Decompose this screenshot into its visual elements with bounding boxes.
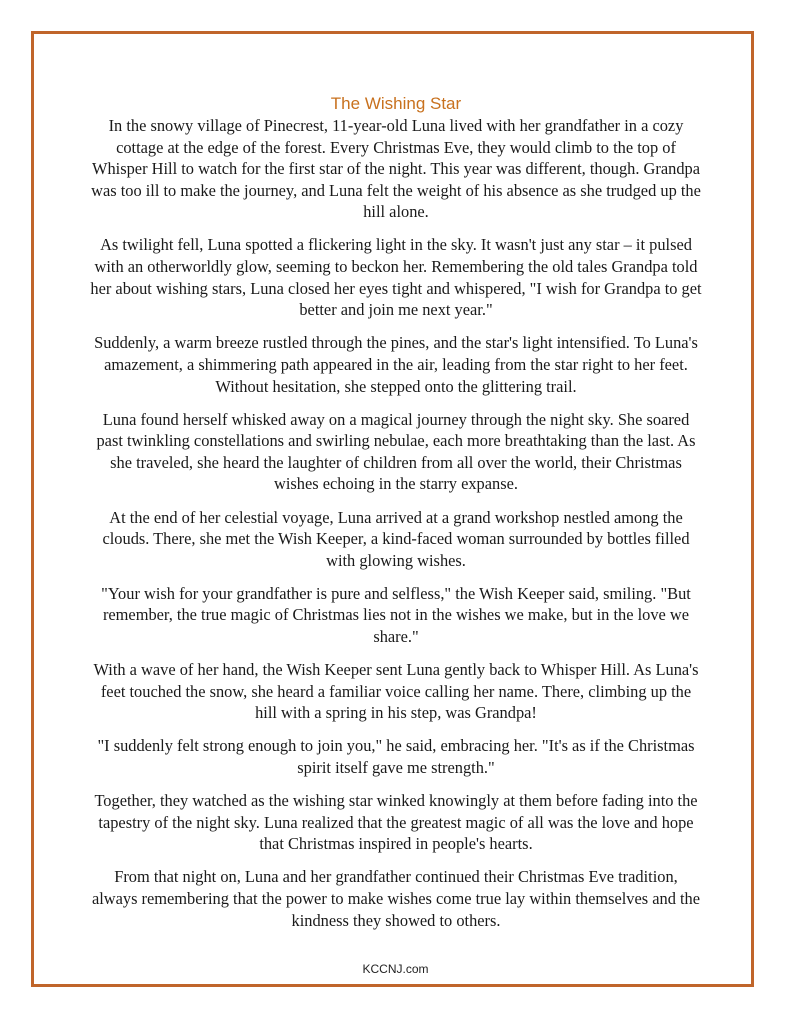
story-paragraph-3: Suddenly, a warm breeze rustled through the pines, and the star's light intensified. To Luna's amazement, a shimmering path appeared in the air, leading from the star right to her feet. Without hesitation, she stepped onto the glittering trail. bbox=[94, 333, 698, 396]
story-paragraph-8: "I suddenly felt strong enough to join you," he said, embracing her. "It's as if the Christmas spirit itself gave me strength." bbox=[97, 736, 695, 777]
story-title: The Wishing Star bbox=[330, 94, 462, 113]
story-paragraph-10: From that night on, Luna and her grandfather continued their Christmas Eve tradition, always remembering that the power to make wishes come true lay within themselves and the kindness they showed to others. bbox=[91, 867, 701, 930]
story-paragraph-9: Together, they watched as the wishing star winked knowingly at them before fading into the tapestry of the night sky. Luna realized that the greatest magic of all was the love and hope that Christmas inspired in people's hearts. bbox=[94, 791, 698, 854]
story-paragraph-5: At the end of her celestial voyage, Luna arrived at a grand workshop nestled among the clouds. There, she met the Wish Keeper, a kind-faced woman surrounded by bottles filled with glowing wishes. bbox=[102, 507, 690, 570]
story-paragraph-6: "Your wish for your grandfather is pure and selfless," the Wish Keeper said, smiling. "But remember, the true magic of Christmas lies not in the wishes we make, but in the love we share." bbox=[101, 583, 691, 646]
story-paragraph-2: As twilight fell, Luna spotted a flickering light in the sky. It wasn't just any star – it pulsed with an otherworldly glow, seeming to beckon her. Remembering the old tales Grandpa told her about wishing stars, Luna closed her eyes tight and whispered, "I wish for Grandpa to get better and join me next year." bbox=[90, 235, 702, 320]
story-paragraph-7: With a wave of her hand, the Wish Keeper sent Luna gently back to Whisper Hill. As Luna's feet touched the snow, she heard a familiar voice calling her name. There, climbing up the hill with a spring in his step, was Grandpa! bbox=[93, 660, 699, 723]
footer-site-name: KCCNJ.com bbox=[362, 962, 429, 976]
story-paragraph-4: Luna found herself whisked away on a magical journey through the night sky. She soared past twinkling constellations and swirling nebulae, each more breathtaking than the last. As she traveled, she heard the laughter of children from all over the world, their Christmas wishes echoing in the starry expanse. bbox=[96, 409, 696, 494]
story-content bbox=[90, 93, 702, 943]
story-paragraph-1: In the snowy village of Pinecrest, 11-year-old Luna lived with her grandfather in a cozy cottage at the edge of the forest. Every Christmas Eve, they would climb to the top of Whisper Hill to watch for the first star of the night. This year was different, though. Grandpa was too ill to make the journey, and Luna felt the weight of his absence as she trudged up the hill alone. bbox=[91, 116, 701, 222]
